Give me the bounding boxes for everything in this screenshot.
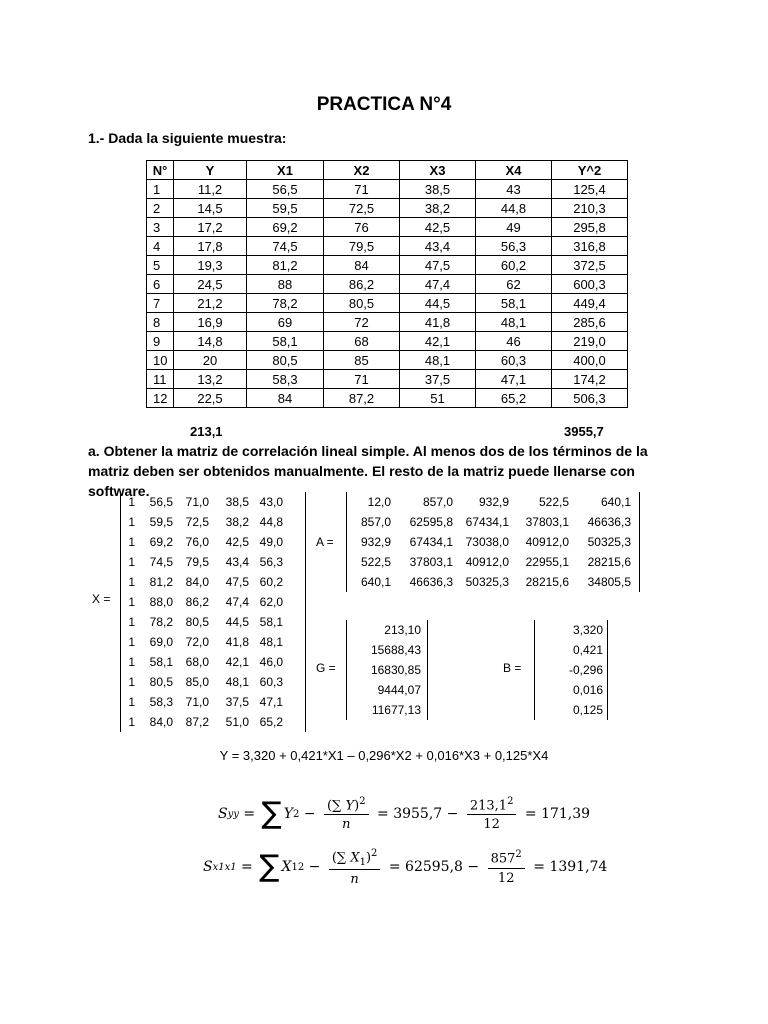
table-cell: 86,2 <box>324 275 400 294</box>
table-row <box>147 351 628 370</box>
total-y2: 3955,7 <box>564 424 604 439</box>
matrix-cell: 40912,0 <box>525 535 569 549</box>
question-1: 1.- Dada la siguiente muestra: <box>88 130 287 146</box>
matrix-cell: 1 <box>128 675 135 689</box>
matrix-row <box>121 492 305 512</box>
matrix-cell: 15688,43 <box>370 643 421 657</box>
syy-frac1: $\frac{(\sum Y)^2}{n}$ <box>324 796 369 832</box>
table-row <box>147 237 628 256</box>
syy-value1: 3955,7 <box>393 806 443 823</box>
matrix-cell: 50325,3 <box>465 575 509 589</box>
syy-frac2: $\frac{213,1^2}{12}$ <box>467 796 517 832</box>
matrix-cell: 47,4 <box>225 595 249 609</box>
matrix-cell: 3,320 <box>572 623 603 637</box>
table-cell: 316,8 <box>552 237 628 256</box>
matrix-cell: 1 <box>128 515 135 529</box>
matrix-cell: 50325,3 <box>587 535 631 549</box>
table-cell: 8 <box>147 313 174 332</box>
matrix-row <box>347 532 639 552</box>
matrix-cell: 67434,1 <box>409 535 453 549</box>
matrix-row <box>121 552 305 572</box>
table-cell: 295,8 <box>552 218 628 237</box>
table-cell: 9 <box>147 332 174 351</box>
table-cell: 72 <box>324 313 400 332</box>
matrix-cell: 86,2 <box>185 595 209 609</box>
syy-result: 171,39 <box>541 806 591 823</box>
table-cell: 84 <box>324 256 400 275</box>
matrix-a-label: A = <box>316 535 334 549</box>
matrix-cell: 51,0 <box>225 715 249 729</box>
table-cell: 58,1 <box>247 332 324 351</box>
matrix-cell: 37803,1 <box>525 515 569 529</box>
matrix-cell: 46,0 <box>259 655 283 669</box>
table-cell: 69,2 <box>247 218 324 237</box>
matrix-cell: 80,5 <box>149 675 173 689</box>
table-cell: 38,5 <box>400 180 476 199</box>
table-header-cell: N° <box>147 161 174 180</box>
matrix-cell: 38,2 <box>225 515 249 529</box>
table-cell: 4 <box>147 237 174 256</box>
matrix-cell: 48,1 <box>259 635 283 649</box>
sx1x1-frac2: $\frac{857^2}{12}$ <box>488 849 525 885</box>
table-cell: 174,2 <box>552 370 628 389</box>
matrix-cell: 522,5 <box>538 495 569 509</box>
table-row <box>147 199 628 218</box>
total-y: 213,1 <box>190 424 223 439</box>
table-cell: 56,5 <box>247 180 324 199</box>
matrix-g-label: G = <box>316 661 336 675</box>
table-cell: 13,2 <box>174 370 247 389</box>
matrix-cell: 38,5 <box>225 495 249 509</box>
table-cell: 21,2 <box>174 294 247 313</box>
table-cell: 449,4 <box>552 294 628 313</box>
matrix-cell: 28215,6 <box>525 575 569 589</box>
table-cell: 78,2 <box>247 294 324 313</box>
matrix-cell: 48,1 <box>225 675 249 689</box>
matrix-cell: 1 <box>128 715 135 729</box>
matrix-row <box>121 632 305 652</box>
matrix-cell: 76,0 <box>185 535 209 549</box>
table-cell: 47,4 <box>400 275 476 294</box>
matrix-row <box>535 660 607 680</box>
table-cell: 43 <box>476 180 552 199</box>
matrix-cell: 84,0 <box>185 575 209 589</box>
matrix-row <box>121 512 305 532</box>
matrix-b <box>534 620 608 720</box>
table-row <box>147 256 628 275</box>
matrix-row <box>347 492 639 512</box>
table-header-cell: X1 <box>247 161 324 180</box>
table-cell: 80,5 <box>324 294 400 313</box>
matrix-cell: 79,5 <box>185 555 209 569</box>
matrix-x-label: X = <box>92 592 111 606</box>
matrix-row <box>121 592 305 612</box>
table-cell: 76 <box>324 218 400 237</box>
matrix-cell: 62,0 <box>259 595 283 609</box>
matrix-row <box>535 700 607 720</box>
matrix-row <box>347 620 427 640</box>
table-cell: 87,2 <box>324 389 400 408</box>
matrix-cell: 87,2 <box>185 715 209 729</box>
syy-subscript: yy <box>227 808 239 820</box>
table-cell: 71 <box>324 370 400 389</box>
table-header-cell: Y^2 <box>552 161 628 180</box>
matrix-cell: 1 <box>128 575 135 589</box>
matrix-cell: 22955,1 <box>525 555 569 569</box>
summation-symbol: ∑ <box>261 796 282 832</box>
matrix-row <box>347 572 639 592</box>
table-cell: 47,5 <box>400 256 476 275</box>
matrix-cell: 1 <box>128 655 135 669</box>
table-cell: 219,0 <box>552 332 628 351</box>
matrix-cell: 34805,5 <box>587 575 631 589</box>
matrix-cell: 71,0 <box>185 695 209 709</box>
table-row <box>147 332 628 351</box>
matrix-cell: 37803,1 <box>409 555 453 569</box>
table-cell: 84 <box>247 389 324 408</box>
page-title: PRACTICA N°4 <box>316 94 452 115</box>
matrix-cell: 11677,13 <box>371 703 421 717</box>
matrix-cell: 1 <box>128 695 135 709</box>
matrix-cell: 42,1 <box>225 655 249 669</box>
matrix-cell: 56,3 <box>259 555 283 569</box>
table-cell: 79,5 <box>324 237 400 256</box>
matrix-g <box>346 620 428 720</box>
table-cell: 38,2 <box>400 199 476 218</box>
table-cell: 10 <box>147 351 174 370</box>
matrix-a <box>346 492 640 592</box>
table-cell: 44,5 <box>400 294 476 313</box>
table-cell: 14,8 <box>174 332 247 351</box>
matrix-cell: -0,296 <box>568 663 603 677</box>
table-cell: 16,9 <box>174 313 247 332</box>
table-cell: 210,3 <box>552 199 628 218</box>
sx1x1-frac1-den: n <box>350 871 359 887</box>
matrix-cell: 78,2 <box>149 615 173 629</box>
table-cell: 44,8 <box>476 199 552 218</box>
matrix-cell: 49,0 <box>259 535 283 549</box>
matrix-cell: 80,5 <box>185 615 209 629</box>
matrix-cell: 69,2 <box>149 535 173 549</box>
matrix-cell: 67434,1 <box>465 515 509 529</box>
table-cell: 59,5 <box>247 199 324 218</box>
formula-syy: S yy = ∑ Y 2 − $\frac{(\sum Y)^2}{n}$ = 3955,7 − $\frac{213,1^2}{12}$ = 171,39 <box>218 796 591 833</box>
table-cell: 74,5 <box>247 237 324 256</box>
question-a: a. Obtener la matriz de correlación lineal simple. Al menos dos de los términos de la matriz deben ser obtenidos manualmente. El resto de la matriz puede llenarse con software. <box>88 443 648 499</box>
matrix-cell: 43,0 <box>259 495 283 509</box>
table-cell: 2 <box>147 199 174 218</box>
table-header-cell: Y <box>174 161 247 180</box>
table-cell: 22,5 <box>174 389 247 408</box>
matrix-cell: 44,8 <box>259 515 283 529</box>
table-cell: 58,1 <box>476 294 552 313</box>
matrix-cell: 42,5 <box>225 535 249 549</box>
table-cell: 6 <box>147 275 174 294</box>
matrix-cell: 44,5 <box>225 615 249 629</box>
table-cell: 80,5 <box>247 351 324 370</box>
matrix-cell: 640,1 <box>360 575 391 589</box>
sx1x1-frac2-num: 857 <box>490 851 516 867</box>
matrix-cell: 41,8 <box>225 635 249 649</box>
table-cell: 51 <box>400 389 476 408</box>
matrix-row <box>535 680 607 700</box>
matrix-cell: 28215,6 <box>587 555 631 569</box>
table-row <box>147 294 628 313</box>
table-cell: 81,2 <box>247 256 324 275</box>
table-cell: 42,5 <box>400 218 476 237</box>
syy-frac2-num: 213,1 <box>469 798 508 814</box>
table-row <box>147 275 628 294</box>
matrix-cell: 69,0 <box>149 635 173 649</box>
matrix-b-label: B = <box>503 661 522 675</box>
table-cell: 46 <box>476 332 552 351</box>
table-cell: 14,5 <box>174 199 247 218</box>
matrix-cell: 932,9 <box>478 495 509 509</box>
matrix-cell: 47,5 <box>225 575 249 589</box>
table-cell: 11,2 <box>174 180 247 199</box>
sx1x1-subscript: x1x1 <box>212 861 237 873</box>
table-cell: 41,8 <box>400 313 476 332</box>
matrix-cell: 37,5 <box>225 695 249 709</box>
sx1x1-value1: 62595,8 <box>405 859 463 876</box>
matrix-cell: 81,2 <box>149 575 173 589</box>
matrix-cell: 40912,0 <box>465 555 509 569</box>
matrix-cell: 1 <box>128 595 135 609</box>
table-header-row <box>147 161 628 180</box>
table-cell: 71 <box>324 180 400 199</box>
table-cell: 62 <box>476 275 552 294</box>
table-body <box>147 180 628 408</box>
table-cell: 47,1 <box>476 370 552 389</box>
sx1x1-frac1: $\frac{(\sum X_1)^2}{n}$ <box>329 848 381 887</box>
table-row <box>147 370 628 389</box>
table-cell: 37,5 <box>400 370 476 389</box>
table-cell: 506,3 <box>552 389 628 408</box>
table-cell: 65,2 <box>476 389 552 408</box>
matrix-row <box>121 652 305 672</box>
matrix-cell: 68,0 <box>185 655 209 669</box>
formula-sx1x1: S x1x1 = ∑ X 1 2 − $\frac{(\sum X_1)^2}{n}$ = 62595,8 − $\frac{857^2}{12}$ = 1391,74 <box>203 848 608 887</box>
table-cell: 19,3 <box>174 256 247 275</box>
matrix-cell: 1 <box>128 635 135 649</box>
matrix-row <box>121 572 305 592</box>
table-cell: 1 <box>147 180 174 199</box>
matrix-cell: 71,0 <box>185 495 209 509</box>
matrix-cell: 0,421 <box>572 643 603 657</box>
matrix-cell: 932,9 <box>360 535 391 549</box>
table-cell: 20 <box>174 351 247 370</box>
table-cell: 5 <box>147 256 174 275</box>
matrix-cell: 522,5 <box>360 555 391 569</box>
matrix-cell: 640,1 <box>600 495 631 509</box>
table-row <box>147 313 628 332</box>
table-row <box>147 389 628 408</box>
table-cell: 49 <box>476 218 552 237</box>
matrix-row <box>347 640 427 660</box>
table-cell: 24,5 <box>174 275 247 294</box>
table-cell: 60,2 <box>476 256 552 275</box>
table-cell: 372,5 <box>552 256 628 275</box>
table-cell: 17,2 <box>174 218 247 237</box>
matrix-cell: 84,0 <box>149 715 173 729</box>
syy-frac2-den: 12 <box>483 817 500 833</box>
matrix-cell: 9444,07 <box>377 683 421 697</box>
table-cell: 58,3 <box>247 370 324 389</box>
matrix-cell: 72,0 <box>185 635 209 649</box>
matrix-row <box>347 660 427 680</box>
matrix-cell: 73038,0 <box>465 535 509 549</box>
matrix-row <box>535 640 607 660</box>
table-cell: 600,3 <box>552 275 628 294</box>
matrix-cell: 43,4 <box>225 555 249 569</box>
matrix-row <box>347 512 639 532</box>
matrix-cell: 857,0 <box>360 515 391 529</box>
table-cell: 85 <box>324 351 400 370</box>
table-cell: 60,3 <box>476 351 552 370</box>
matrix-cell: 65,2 <box>259 715 283 729</box>
table-cell: 125,4 <box>552 180 628 199</box>
matrix-cell: 46636,3 <box>409 575 453 589</box>
matrix-cell: 85,0 <box>185 675 209 689</box>
table-cell: 3 <box>147 218 174 237</box>
matrix-row <box>347 700 427 720</box>
matrix-row <box>121 612 305 632</box>
table-cell: 68 <box>324 332 400 351</box>
table-cell: 400,0 <box>552 351 628 370</box>
matrix-x <box>120 492 306 732</box>
matrix-cell: 0,016 <box>572 683 603 697</box>
matrix-row <box>121 532 305 552</box>
table-cell: 48,1 <box>400 351 476 370</box>
sx1x1-result: 1391,74 <box>549 859 608 876</box>
matrix-cell: 59,5 <box>149 515 173 529</box>
table-cell: 7 <box>147 294 174 313</box>
table-row <box>147 180 628 199</box>
matrix-row <box>121 692 305 712</box>
summation-symbol: ∑ <box>259 849 280 885</box>
matrix-cell: 1 <box>128 495 135 509</box>
matrix-cell: 58,1 <box>259 615 283 629</box>
matrix-row <box>121 672 305 692</box>
table-cell: 12 <box>147 389 174 408</box>
regression-equation: Y = 3,320 + 0,421*X1 – 0,296*X2 + 0,016*X3 + 0,125*X4 <box>219 748 549 763</box>
matrix-cell: 213,10 <box>384 623 421 637</box>
matrix-cell: 12,0 <box>367 495 391 509</box>
matrix-cell: 88,0 <box>149 595 173 609</box>
table-cell: 42,1 <box>400 332 476 351</box>
matrix-cell: 857,0 <box>422 495 453 509</box>
matrix-cell: 72,5 <box>185 515 209 529</box>
matrix-cell: 60,2 <box>259 575 283 589</box>
table-cell: 48,1 <box>476 313 552 332</box>
table-cell: 17,8 <box>174 237 247 256</box>
table-cell: 72,5 <box>324 199 400 218</box>
matrix-cell: 60,3 <box>259 675 283 689</box>
matrix-cell: 1 <box>128 555 135 569</box>
table-cell: 69 <box>247 313 324 332</box>
matrix-row <box>535 620 607 640</box>
matrix-cell: 1 <box>128 535 135 549</box>
matrix-cell: 47,1 <box>259 695 283 709</box>
matrix-cell: 16830,85 <box>370 663 421 677</box>
matrix-cell: 1 <box>128 615 135 629</box>
syy-frac1-den: n <box>342 817 351 833</box>
table-cell: 285,6 <box>552 313 628 332</box>
matrix-cell: 58,3 <box>149 695 173 709</box>
table-header-cell: X3 <box>400 161 476 180</box>
sx1x1-frac2-den: 12 <box>497 870 515 886</box>
table-header-cell: X4 <box>476 161 552 180</box>
matrix-row <box>347 552 639 572</box>
table-row <box>147 218 628 237</box>
matrix-cell: 46636,3 <box>587 515 631 529</box>
matrix-row <box>347 680 427 700</box>
matrix-cell: 62595,8 <box>409 515 453 529</box>
sample-table <box>146 160 628 408</box>
table-cell: 11 <box>147 370 174 389</box>
matrix-cell: 74,5 <box>149 555 173 569</box>
matrix-row <box>121 712 305 732</box>
matrix-cell: 58,1 <box>149 655 173 669</box>
matrix-cell: 0,125 <box>572 703 603 717</box>
table-cell: 88 <box>247 275 324 294</box>
matrix-cell: 56,5 <box>149 495 173 509</box>
table-cell: 43,4 <box>400 237 476 256</box>
table-cell: 56,3 <box>476 237 552 256</box>
table-header-cell: X2 <box>324 161 400 180</box>
